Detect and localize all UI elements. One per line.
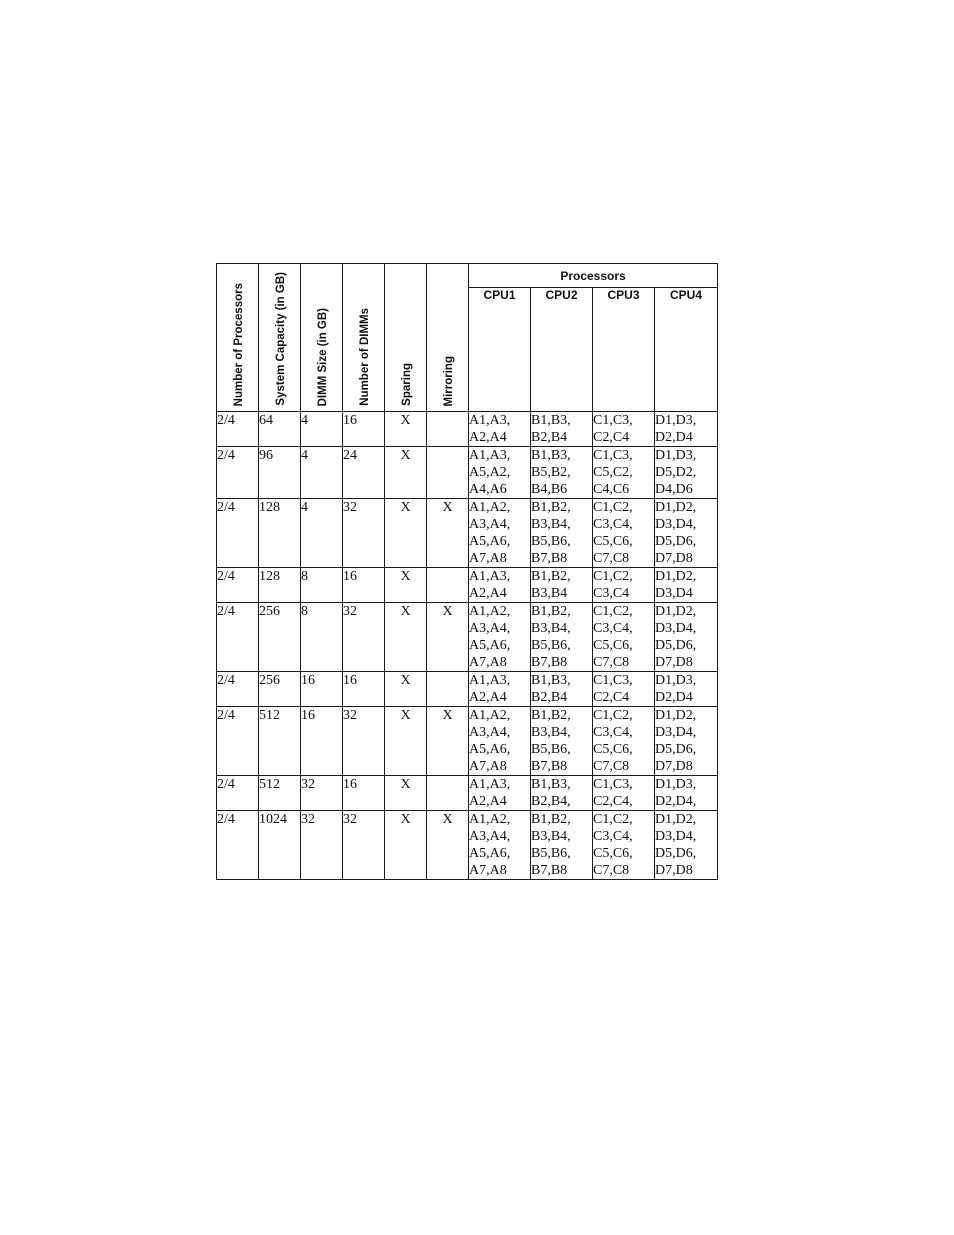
cell-system-capacity: 256 (259, 672, 301, 707)
cell-system-capacity: 96 (259, 447, 301, 499)
slot-line: B1,B2, (531, 569, 571, 584)
cell-processors: 2/4 (217, 672, 259, 707)
slot-line: A1,A2, (469, 708, 511, 723)
slot-line: C1,C2, (593, 604, 633, 619)
header-mirroring: Mirroring (427, 264, 469, 412)
cell-sparing: X (385, 499, 427, 568)
cell-cpu4-slots (655, 672, 718, 707)
cell-cpu2-slots (531, 776, 593, 811)
slot-line: C3,C4, (593, 621, 633, 636)
cell-cpu4-slots (655, 499, 718, 568)
slot-line: D3,D4 (655, 586, 693, 601)
cell-cpu3-slots (593, 412, 655, 447)
cell-cpu3-slots (593, 568, 655, 603)
slot-line: B1,B2, (531, 708, 571, 723)
slot-line: C1,C2, (593, 812, 633, 827)
cell-sparing: X (385, 603, 427, 672)
cell-processors: 2/4 (217, 568, 259, 603)
cell-mirroring (427, 776, 469, 811)
cell-processors: 2/4 (217, 776, 259, 811)
cell-processors: 2/4 (217, 811, 259, 880)
table-row (217, 568, 718, 603)
slot-line: B5,B6, (531, 846, 571, 861)
header-sparing: Sparing (385, 264, 427, 412)
cell-cpu1-slots (469, 499, 531, 568)
cell-mirroring: X (427, 811, 469, 880)
slot-line: A2,A4 (469, 586, 507, 601)
slot-line: A2,A4 (469, 690, 507, 705)
cell-mirroring: X (427, 603, 469, 672)
cell-cpu1-slots (469, 412, 531, 447)
cell-cpu1-slots (469, 707, 531, 776)
slot-line: B1,B3, (531, 448, 571, 463)
slot-line: C2,C4 (593, 690, 630, 705)
slot-line: A1,A2, (469, 812, 511, 827)
slot-line: D3,D4, (655, 517, 697, 532)
slot-line: D3,D4, (655, 621, 697, 636)
slot-line: B7,B8 (531, 759, 568, 774)
slot-line: B7,B8 (531, 863, 568, 878)
slot-line: C5,C6, (593, 742, 633, 757)
slot-line: B4,B6 (531, 482, 568, 497)
slot-line: B7,B8 (531, 551, 568, 566)
slot-line: C5,C6, (593, 846, 633, 861)
cell-cpu1-slots (469, 811, 531, 880)
cell-system-capacity: 1024 (259, 811, 301, 880)
slot-line: C7,C8 (593, 655, 630, 670)
cell-cpu1-slots (469, 568, 531, 603)
table-row (217, 603, 718, 672)
slot-line: A4,A6 (469, 482, 507, 497)
slot-line: D1,D2, (655, 500, 697, 515)
cell-cpu3-slots (593, 776, 655, 811)
slot-line: A5,A6, (469, 742, 511, 757)
table-body (217, 412, 718, 880)
slot-line: D4,D6 (655, 482, 693, 497)
slot-line: C2,C4, (593, 794, 633, 809)
cell-system-capacity: 512 (259, 707, 301, 776)
slot-line: D7,D8 (655, 551, 693, 566)
table-row (217, 707, 718, 776)
slot-line: B3,B4, (531, 517, 571, 532)
cell-number-of-dimms: 32 (343, 811, 385, 880)
cell-cpu2-slots (531, 811, 593, 880)
slot-line: A3,A4, (469, 621, 511, 636)
cell-cpu4-slots (655, 447, 718, 499)
slot-line: C3,C4, (593, 517, 633, 532)
cell-mirroring (427, 447, 469, 499)
slot-line: B1,B3, (531, 673, 571, 688)
cell-system-capacity: 256 (259, 603, 301, 672)
slot-line: A1,A3, (469, 413, 511, 428)
slot-line: D2,D4, (655, 794, 697, 809)
cell-cpu1-slots (469, 603, 531, 672)
cell-sparing: X (385, 707, 427, 776)
cell-system-capacity: 128 (259, 568, 301, 603)
cell-dimm-size: 8 (301, 568, 343, 603)
slot-line: A1,A2, (469, 500, 511, 515)
cell-cpu1-slots (469, 447, 531, 499)
cell-sparing: X (385, 447, 427, 499)
slot-line: A3,A4, (469, 725, 511, 740)
cell-number-of-dimms: 16 (343, 672, 385, 707)
slot-line: C1,C2, (593, 708, 633, 723)
slot-line: B3,B4, (531, 829, 571, 844)
cell-cpu4-slots (655, 707, 718, 776)
table-row (217, 447, 718, 499)
cell-system-capacity: 512 (259, 776, 301, 811)
slot-line: A2,A4 (469, 794, 507, 809)
cell-dimm-size: 32 (301, 811, 343, 880)
cell-cpu4-slots (655, 776, 718, 811)
slot-line: A5,A6, (469, 846, 511, 861)
cell-cpu4-slots (655, 811, 718, 880)
slot-line: D1,D2, (655, 812, 697, 827)
cell-number-of-dimms: 32 (343, 499, 385, 568)
slot-line: D1,D3, (655, 448, 697, 463)
cell-number-of-dimms: 16 (343, 776, 385, 811)
slot-line: A7,A8 (469, 551, 507, 566)
slot-line: D5,D2, (655, 465, 697, 480)
cell-processors: 2/4 (217, 499, 259, 568)
cell-system-capacity: 64 (259, 412, 301, 447)
slot-line: D1,D2, (655, 569, 697, 584)
slot-line: A5,A2, (469, 465, 511, 480)
slot-line: C3,C4, (593, 725, 633, 740)
slot-line: A7,A8 (469, 863, 507, 878)
cell-mirroring (427, 672, 469, 707)
slot-line: A7,A8 (469, 655, 507, 670)
slot-line: D2,D4 (655, 690, 693, 705)
cell-cpu2-slots (531, 499, 593, 568)
cell-cpu3-slots (593, 499, 655, 568)
cell-sparing: X (385, 776, 427, 811)
slot-line: A2,A4 (469, 430, 507, 445)
slot-line: A1,A3, (469, 673, 511, 688)
cell-processors: 2/4 (217, 707, 259, 776)
slot-line: B3,B4 (531, 586, 568, 601)
slot-line: C1,C3, (593, 777, 633, 792)
cell-cpu2-slots (531, 603, 593, 672)
cell-mirroring (427, 568, 469, 603)
cell-cpu2-slots (531, 412, 593, 447)
cell-processors: 2/4 (217, 447, 259, 499)
slot-line: B1,B2, (531, 500, 571, 515)
slot-line: B3,B4, (531, 621, 571, 636)
slot-line: A5,A6, (469, 638, 511, 653)
cell-cpu2-slots (531, 568, 593, 603)
cell-dimm-size: 4 (301, 447, 343, 499)
slot-line: C7,C8 (593, 863, 630, 878)
cell-number-of-dimms: 24 (343, 447, 385, 499)
cell-cpu2-slots (531, 447, 593, 499)
cell-sparing: X (385, 568, 427, 603)
slot-line: C1,C3, (593, 673, 633, 688)
table-row (217, 776, 718, 811)
slot-line: A7,A8 (469, 759, 507, 774)
header-processors: Processors (469, 264, 718, 288)
slot-line: C1,C3, (593, 448, 633, 463)
slot-line: B5,B6, (531, 742, 571, 757)
slot-line: C5,C6, (593, 638, 633, 653)
cell-cpu2-slots (531, 707, 593, 776)
slot-line: D1,D3, (655, 777, 697, 792)
slot-line: C4,C6 (593, 482, 630, 497)
slot-line: A3,A4, (469, 517, 511, 532)
header-cpu1: CPU1 (469, 288, 531, 412)
slot-line: B2,B4 (531, 690, 568, 705)
slot-line: D7,D8 (655, 759, 693, 774)
memory-configuration-table (216, 263, 718, 880)
slot-line: A3,A4, (469, 829, 511, 844)
slot-line: B1,B3, (531, 413, 571, 428)
cell-system-capacity: 128 (259, 499, 301, 568)
cell-cpu1-slots (469, 776, 531, 811)
cell-dimm-size: 4 (301, 499, 343, 568)
cell-cpu3-slots (593, 603, 655, 672)
cell-dimm-size: 4 (301, 412, 343, 447)
slot-line: A5,A6, (469, 534, 511, 549)
slot-line: A1,A3, (469, 777, 511, 792)
header-number-of-processors: Number of Processors (217, 264, 259, 412)
slot-line: B5,B2, (531, 465, 571, 480)
slot-line: D5,D6, (655, 534, 697, 549)
header-number-of-dimms: Number of DIMMs (343, 264, 385, 412)
slot-line: B2,B4, (531, 794, 571, 809)
cell-sparing: X (385, 412, 427, 447)
slot-line: D1,D3, (655, 413, 697, 428)
slot-line: B5,B6, (531, 638, 571, 653)
slot-line: C1,C2, (593, 569, 633, 584)
cell-mirroring: X (427, 499, 469, 568)
slot-line: B1,B2, (531, 812, 571, 827)
slot-line: D1,D3, (655, 673, 697, 688)
slot-line: A1,A3, (469, 569, 511, 584)
header-cpu3: CPU3 (593, 288, 655, 412)
header-dimm-size: DIMM Size (in GB) (301, 264, 343, 412)
slot-line: B2,B4 (531, 430, 568, 445)
slot-line: D2,D4 (655, 430, 693, 445)
slot-line: C1,C3, (593, 413, 633, 428)
slot-line: B1,B2, (531, 604, 571, 619)
cell-cpu3-slots (593, 811, 655, 880)
slot-line: C3,C4 (593, 586, 630, 601)
table-header (217, 264, 718, 412)
cell-cpu3-slots (593, 707, 655, 776)
cell-dimm-size: 16 (301, 672, 343, 707)
cell-cpu2-slots (531, 672, 593, 707)
cell-sparing: X (385, 811, 427, 880)
cell-sparing: X (385, 672, 427, 707)
cell-number-of-dimms: 16 (343, 412, 385, 447)
cell-cpu4-slots (655, 412, 718, 447)
slot-line: C5,C6, (593, 534, 633, 549)
header-cpu2: CPU2 (531, 288, 593, 412)
table-row (217, 672, 718, 707)
cell-dimm-size: 8 (301, 603, 343, 672)
slot-line: C2,C4 (593, 430, 630, 445)
table-row (217, 412, 718, 447)
slot-line: C7,C8 (593, 759, 630, 774)
slot-line: C5,C2, (593, 465, 633, 480)
slot-line: D5,D6, (655, 638, 697, 653)
slot-line: B7,B8 (531, 655, 568, 670)
header-system-capacity: System Capacity (in GB) (259, 264, 301, 412)
slot-line: C7,C8 (593, 551, 630, 566)
cell-processors: 2/4 (217, 412, 259, 447)
slot-line: B3,B4, (531, 725, 571, 740)
cell-number-of-dimms: 32 (343, 707, 385, 776)
table-row (217, 811, 718, 880)
cell-cpu4-slots (655, 603, 718, 672)
slot-line: D5,D6, (655, 742, 697, 757)
slot-line: C3,C4, (593, 829, 633, 844)
table-row (217, 499, 718, 568)
cell-cpu4-slots (655, 568, 718, 603)
cell-cpu3-slots (593, 447, 655, 499)
slot-line: C1,C2, (593, 500, 633, 515)
slot-line: A1,A2, (469, 604, 511, 619)
cell-processors: 2/4 (217, 603, 259, 672)
cell-mirroring: X (427, 707, 469, 776)
slot-line: D1,D2, (655, 708, 697, 723)
header-cpu4: CPU4 (655, 288, 718, 412)
slot-line: B5,B6, (531, 534, 571, 549)
cell-number-of-dimms: 16 (343, 568, 385, 603)
slot-line: B1,B3, (531, 777, 571, 792)
cell-number-of-dimms: 32 (343, 603, 385, 672)
slot-line: D3,D4, (655, 829, 697, 844)
cell-mirroring (427, 412, 469, 447)
cell-dimm-size: 32 (301, 776, 343, 811)
cell-cpu3-slots (593, 672, 655, 707)
slot-line: D7,D8 (655, 655, 693, 670)
cell-cpu1-slots (469, 672, 531, 707)
cell-dimm-size: 16 (301, 707, 343, 776)
slot-line: A1,A3, (469, 448, 511, 463)
slot-line: D1,D2, (655, 604, 697, 619)
slot-line: D3,D4, (655, 725, 697, 740)
slot-line: D7,D8 (655, 863, 693, 878)
slot-line: D5,D6, (655, 846, 697, 861)
